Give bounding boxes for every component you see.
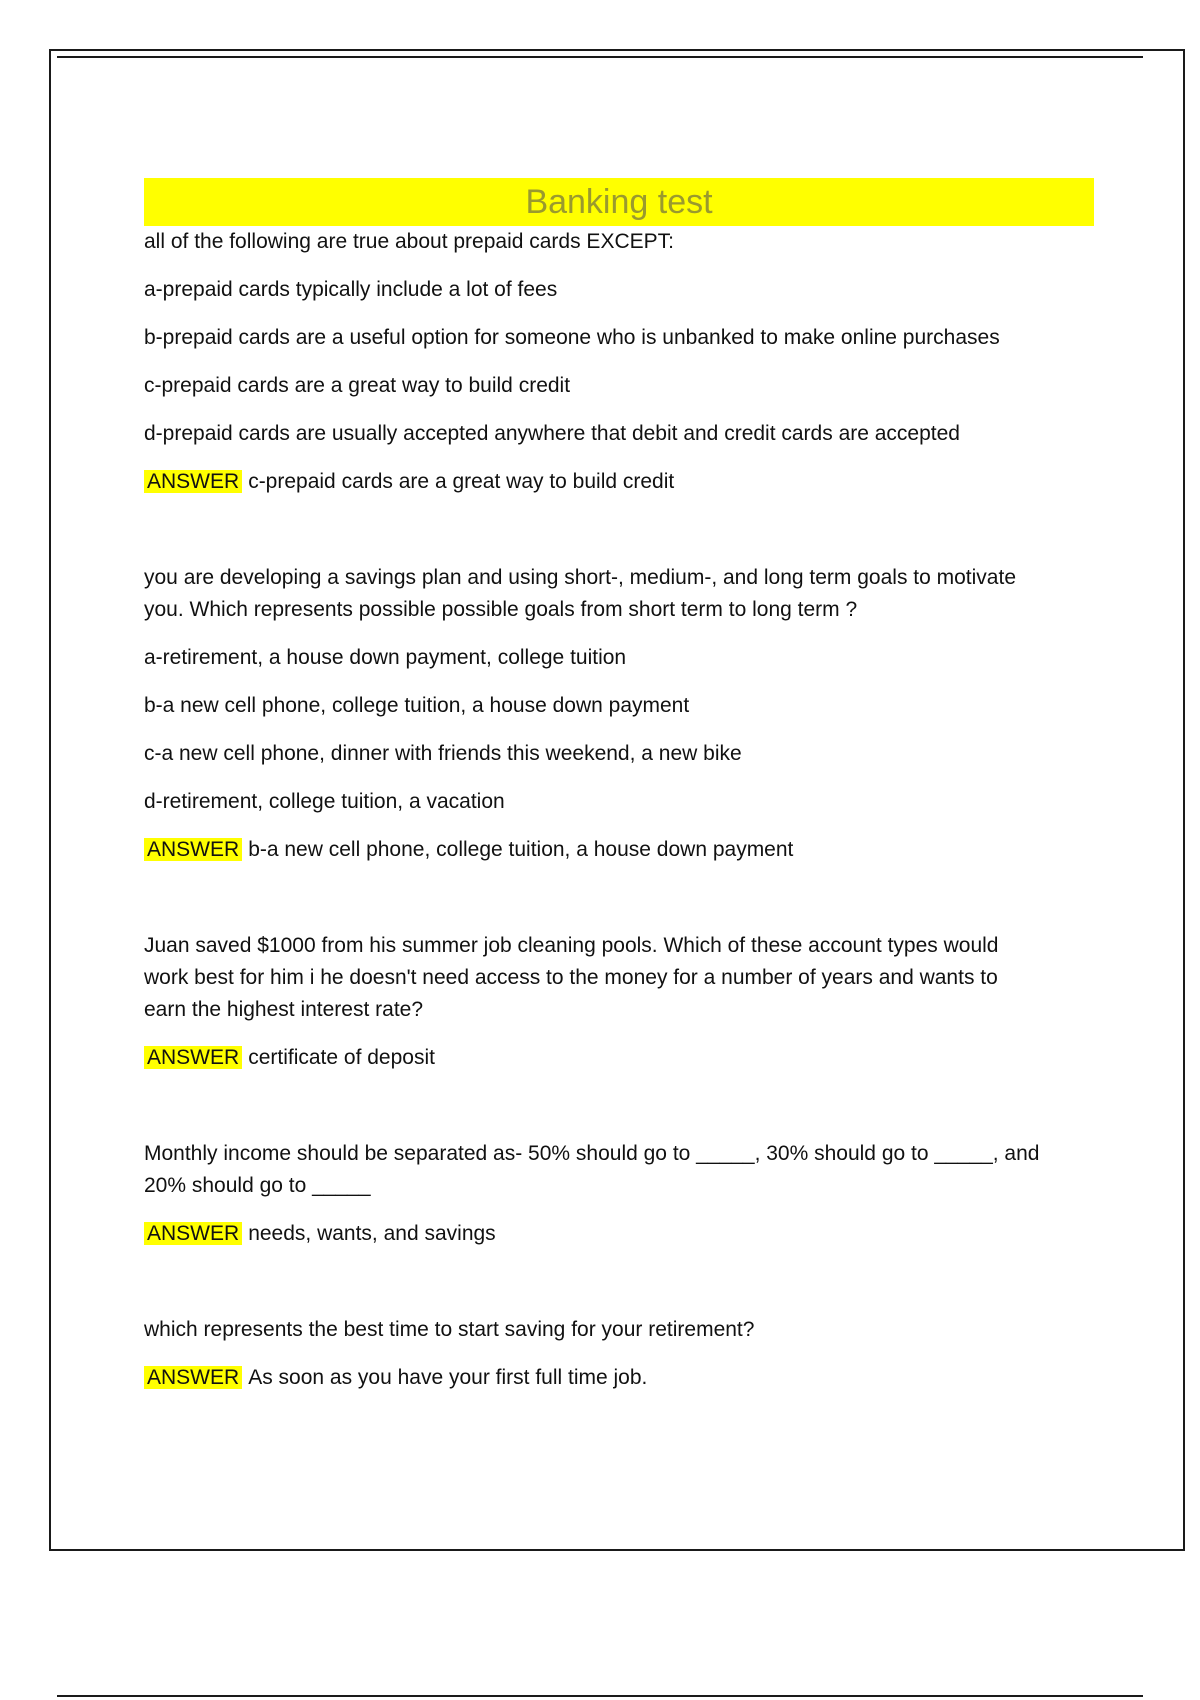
- question-prompt: Monthly income should be separated as- 50% should go to _____, 30% should go to _____, and: [144, 1142, 1040, 1165]
- option-b: b-prepaid cards are a useful option for someone who is unbanked to make online purchases: [144, 326, 1000, 349]
- answer-label: ANSWER: [144, 1046, 242, 1069]
- bottom-rule: [57, 1695, 1143, 1697]
- option-a: a-retirement, a house down payment, college tuition: [144, 646, 627, 669]
- answer-label: ANSWER: [144, 1366, 242, 1389]
- question-4: [144, 1138, 1094, 1250]
- answer-row: [144, 1362, 1094, 1394]
- question-3: [144, 930, 1094, 1074]
- option-c: c-prepaid cards are a great way to build credit: [144, 374, 571, 397]
- option-c: c-a new cell phone, dinner with friends this weekend, a new bike: [144, 742, 742, 765]
- question-prompt: work best for him i he doesn't need access to the money for a number of years and wants to: [144, 966, 998, 989]
- question-prompt: which represents the best time to start saving for your retirement?: [144, 1318, 755, 1341]
- answer-text: certificate of deposit: [248, 1046, 435, 1069]
- document-title: Banking test: [525, 183, 713, 221]
- question-prompt: 20% should go to _____: [144, 1174, 371, 1197]
- answer-label: ANSWER: [144, 470, 242, 493]
- question-prompt: all of the following are true about prepaid cards EXCEPT:: [144, 230, 674, 253]
- question-prompt: Juan saved $1000 from his summer job cleaning pools. Which of these account types would: [144, 934, 999, 957]
- question-prompt: earn the highest interest rate?: [144, 998, 424, 1021]
- answer-row: [144, 834, 1094, 866]
- answer-label: ANSWER: [144, 1222, 242, 1245]
- question-5: [144, 1314, 1094, 1394]
- top-rule: [57, 56, 1143, 58]
- title-highlight: [144, 178, 1094, 226]
- answer-text: b-a new cell phone, college tuition, a house down payment: [248, 838, 794, 861]
- answer-text: As soon as you have your first full time job.: [248, 1366, 648, 1389]
- option-d: d-prepaid cards are usually accepted anywhere that debit and credit cards are accepted: [144, 422, 960, 445]
- document-content: [144, 178, 1094, 1394]
- question-prompt: you. Which represents possible possible goals from short term to long term ?: [144, 598, 858, 621]
- answer-text: c-prepaid cards are a great way to build credit: [248, 470, 675, 493]
- option-d: d-retirement, college tuition, a vacation: [144, 790, 505, 813]
- option-a: a-prepaid cards typically include a lot of fees: [144, 278, 558, 301]
- question-2: [144, 562, 1094, 866]
- answer-row: [144, 1218, 1094, 1250]
- answer-text: needs, wants, and savings: [248, 1222, 496, 1245]
- question-1: [144, 226, 1094, 498]
- answer-label: ANSWER: [144, 838, 242, 861]
- question-prompt: you are developing a savings plan and using short-, medium-, and long term goals to motivate: [144, 566, 1016, 589]
- answer-row: [144, 1042, 1094, 1074]
- answer-row: [144, 466, 1094, 498]
- option-b: b-a new cell phone, college tuition, a house down payment: [144, 694, 690, 717]
